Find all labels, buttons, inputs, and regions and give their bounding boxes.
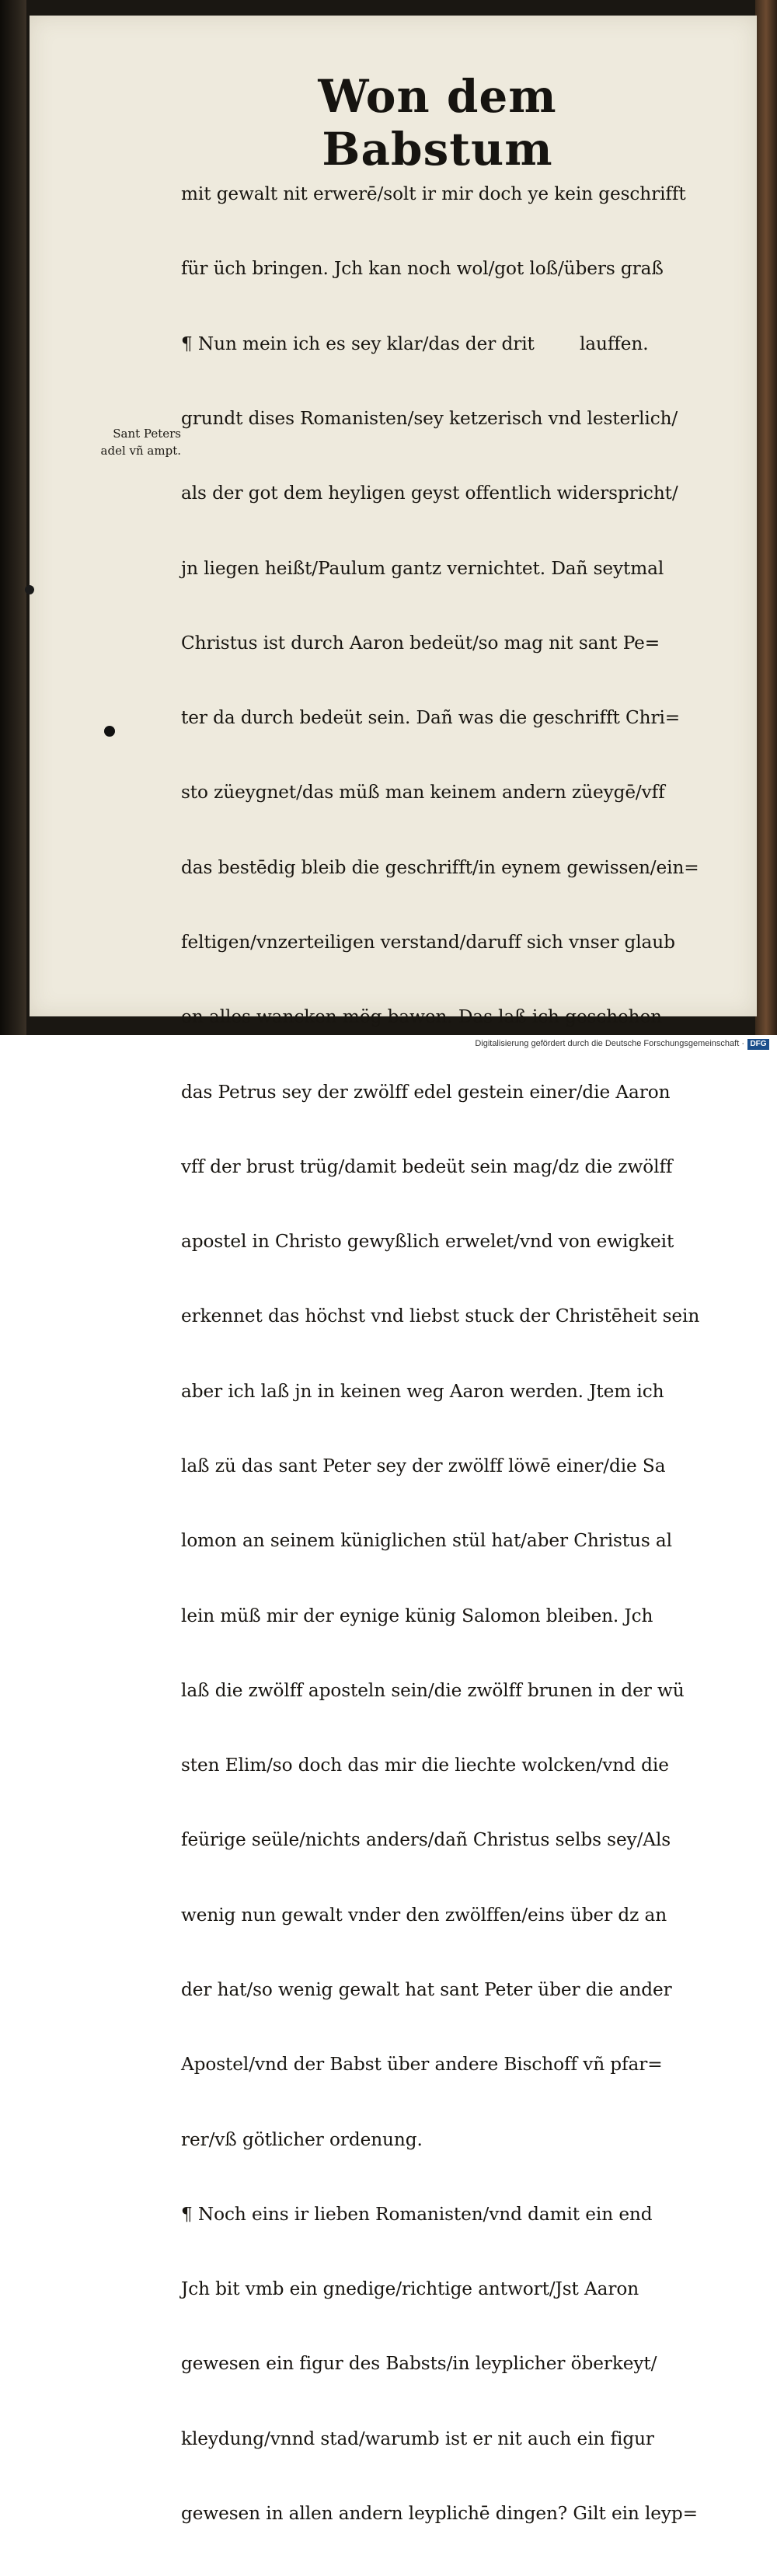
text-line: kleydung/vnnd stad/warumb ist er nit auch ein figur [181,2428,654,2449]
text-line: laß zü das sant Peter sey der zwölff löwē einer/die Sa [181,1455,666,1476]
text-line: mit gewalt nit erwerē/solt ir mir doch ye kein geschrifft [181,183,686,205]
text-line: wenig nun gewalt vnder den zwölffen/eins über dz an [181,1904,667,1926]
text-line: grundt dises Romanisten/sey ketzerisch vnd lesterlich/ [181,408,678,430]
text-line: rer/vß götlicher ordenung. [181,2128,423,2150]
text-line: Christus ist durch Aaron bedeüt/so mag nit sant Pe= [181,632,660,654]
text-line: gewesen in allen andern leyplichē dingen? Gilt ein leyp= [181,2502,698,2524]
text-line: Apostel/vnd der Babst über andere Bischoff vñ pfar= [181,2054,663,2076]
text-line: das Petrus sey der zwölff edel gestein einer/die Aaron [181,1081,671,1103]
text-line: ter da durch bedeüt sein. Dañ was die geschrifft Chri= [181,707,681,729]
marginal-note-line: adel vñ ampt. [100,444,181,458]
text-line: der hat/so wenig gewalt hat sant Peter über die ander [181,1978,672,2000]
marginal-note-line: Sant Peters [113,427,181,441]
text-line: jn liegen heißt/Paulum gantz vernichtet. Dañ seytmal [181,557,664,579]
text-line: lein müß mir der eynige künig Salomon bleiben. Jch [181,1605,653,1626]
marginal-note [64,425,181,459]
text-line: sto züeygnet/das müß man keinem andern züeygē/vff [181,782,665,803]
text-line: das bestēdig bleib die geschrifft/in eynem gewissen/ein= [181,856,699,878]
text-line: on alles wancken mög bawen. Das laß ich geschehen [181,1006,662,1028]
text-line: ¶ Nun mein ich es sey klar/das der drit lauffen. [181,333,649,354]
text-line: apostel in Christo gewyßlich erwelet/vnd von ewigkeit [181,1231,674,1253]
text-line: gewesen ein figur des Babsts/in leyplicher öberkeyt/ [181,2353,657,2375]
running-head: Won dem Babstum [318,70,557,176]
text-line: aber ich laß jn in keinen weg Aaron werden. Jtem ich [181,1380,664,1402]
text-line: Jch bit vmb ein gnedige/richtige antwort/Jst Aaron [181,2278,639,2300]
text-line: erkennet das höchst vnd liebst stuck der Christēheit sein [181,1305,700,1327]
text-line: sten Elim/so doch das mir die liechte wolcken/vnd die [181,1755,669,1776]
binding-hole [25,585,34,594]
text-line: für üch bringen. Jch kan noch wol/got loß/übers graß [181,258,664,280]
text-line: feürige seüle/nichts anders/dañ Christus selbs sey/Als [181,1829,671,1851]
text-line: ¶ Noch eins ir lieben Romanisten/vnd damit ein end [181,2203,653,2225]
binding-hole [104,726,115,737]
text-line: feltigen/vnzerteiligen verstand/daruff sich vnser glaub [181,932,675,953]
text-line: vff der brust trüg/damit bedeüt sein mag/dz die zwölff [181,1156,673,1177]
text-line: laß die zwölff aposteln sein/die zwölff brunen in der wü [181,1679,685,1701]
text-line: als der got dem heyligen geyst offentlich widerspricht/ [181,483,678,504]
book-binding-edge [0,0,26,1035]
footer-bar [0,1038,777,1052]
book-cover-edge [755,0,777,1035]
funding-credit: Digitalisierung gefördert durch die Deutsche Forschungsgemeinschaft · [475,1039,744,1048]
dfg-logo: DFG [747,1039,769,1050]
text-line: lomon an seinem küniglichen stül hat/aber Christus al [181,1530,672,1552]
body-text [181,132,725,2576]
